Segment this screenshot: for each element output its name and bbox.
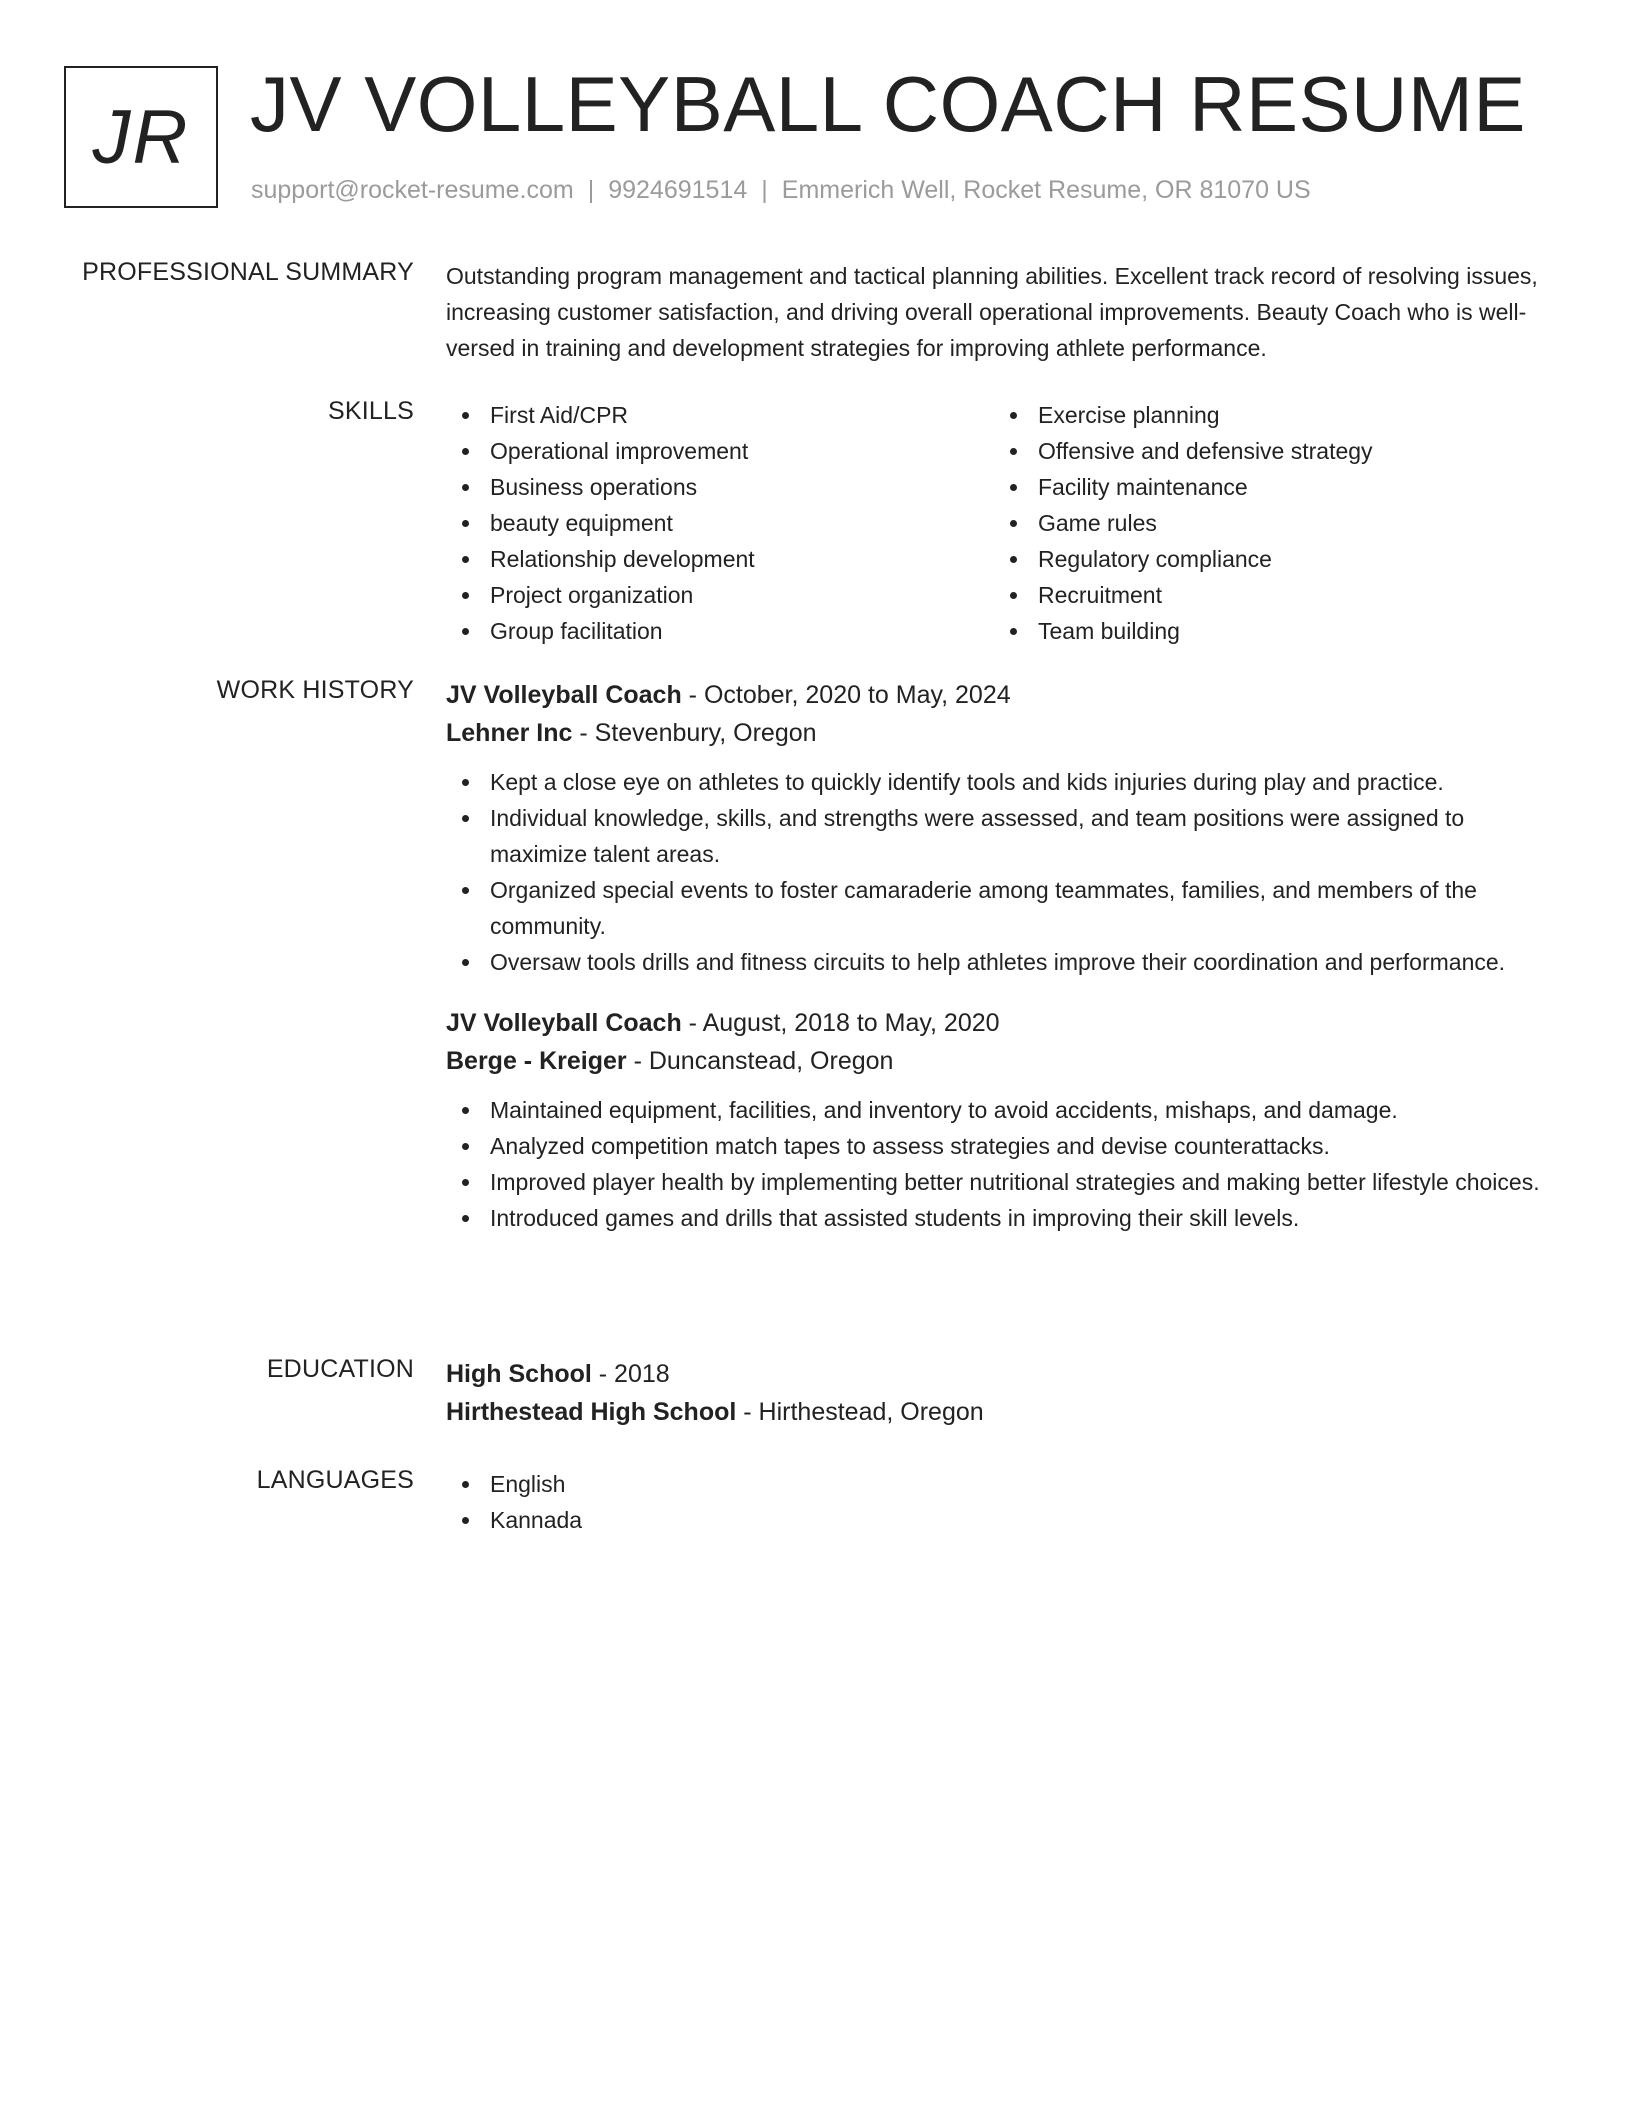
job-bullet: Kept a close eye on athletes to quickly identify tools and kids injuries during play and practice.	[446, 764, 1566, 800]
skill-item: Relationship development	[446, 541, 994, 577]
education-year: - 2018	[591, 1360, 670, 1388]
job-company: Lehner Inc	[446, 719, 573, 747]
job-bullet: Improved player health by implementing better nutritional strategies and making better lifestyle choices.	[446, 1164, 1566, 1200]
education-degree-line	[446, 1355, 1566, 1393]
section-label-work: WORK HISTORY	[216, 676, 414, 704]
job-bullet: Analyzed competition match tapes to assess strategies and devise counterattacks.	[446, 1128, 1566, 1164]
section-label-education: EDUCATION	[266, 1355, 414, 1383]
languages-list	[446, 1466, 1566, 1538]
job-title: JV Volleyball Coach	[446, 1009, 682, 1037]
education-school-line	[446, 1393, 1566, 1431]
skill-item: Offensive and defensive strategy	[994, 433, 1542, 469]
job-company-line	[446, 714, 1566, 752]
section-label-skills: SKILLS	[328, 397, 414, 425]
skill-item: beauty equipment	[446, 505, 994, 541]
skill-item: Facility maintenance	[994, 469, 1542, 505]
skills-body	[446, 397, 1566, 649]
skill-item: Team building	[994, 613, 1542, 649]
job-location: - Stevenbury, Oregon	[572, 719, 817, 747]
education-school: Hirthestead High School	[446, 1398, 737, 1426]
job-title: JV Volleyball Coach	[446, 681, 682, 709]
education-degree: High School	[446, 1360, 592, 1388]
job-location: - Duncanstead, Oregon	[626, 1047, 894, 1075]
job-bullet: Individual knowledge, skills, and strengths were assessed, and team positions were assigned to maximize talent areas.	[446, 800, 1566, 872]
skills-list-right	[994, 397, 1542, 649]
skill-item: First Aid/CPR	[446, 397, 994, 433]
skills-list-left	[446, 397, 994, 649]
skill-item: Operational improvement	[446, 433, 994, 469]
job-company: Berge - Kreiger	[446, 1047, 627, 1075]
contact-separator: |	[761, 176, 768, 204]
job-dates: - October, 2020 to May, 2024	[681, 681, 1011, 709]
contact-email: support@rocket-resume.com	[251, 176, 574, 204]
job-bullet: Oversaw tools drills and fitness circuits to help athletes improve their coordination and performance.	[446, 944, 1566, 980]
contact-separator: |	[587, 176, 595, 204]
job-bullet: Introduced games and drills that assisted students in improving their skill levels.	[446, 1200, 1566, 1236]
education-body	[446, 1355, 1566, 1431]
skill-item: Regulatory compliance	[994, 541, 1542, 577]
job-title-line	[446, 676, 1566, 714]
job-bullet: Organized special events to foster camaraderie among teammates, families, and members of the community.	[446, 872, 1566, 944]
job-bullets	[446, 764, 1566, 980]
summary-text: Outstanding program management and tactical planning abilities. Excellent track record of resolving issues, increasing customer satisfaction, and driving overall operational improvements. Beauty Coach who is well-versed in training and development strategies for improving athlete performance.	[446, 263, 1538, 361]
contact-phone: 9924691514	[608, 176, 748, 204]
job-bullet: Maintained equipment, facilities, and inventory to avoid accidents, mishaps, and damage.	[446, 1092, 1566, 1128]
skill-item: Game rules	[994, 505, 1542, 541]
language-item: English	[446, 1466, 1566, 1502]
work-body	[446, 676, 1566, 1236]
skill-item: Recruitment	[994, 577, 1542, 613]
job-title-line	[446, 1004, 1566, 1042]
skill-item: Group facilitation	[446, 613, 994, 649]
section-label-languages: LANGUAGES	[256, 1466, 414, 1494]
languages-body	[446, 1466, 1566, 1538]
contact-line	[251, 176, 1311, 205]
contact-address: Emmerich Well, Rocket Resume, OR 81070 US	[781, 176, 1311, 204]
monogram-logo: JR	[64, 66, 218, 208]
skill-item: Business operations	[446, 469, 994, 505]
skill-item: Project organization	[446, 577, 994, 613]
job-bullets	[446, 1092, 1566, 1236]
job-entry	[446, 1004, 1566, 1236]
section-label-summary: PROFESSIONAL SUMMARY	[82, 258, 414, 286]
resume-title: JV VOLLEYBALL COACH RESUME	[250, 60, 1526, 148]
skill-item: Exercise planning	[994, 397, 1542, 433]
job-company-line	[446, 1042, 1566, 1080]
education-location: - Hirthestead, Oregon	[736, 1398, 984, 1426]
job-entry	[446, 676, 1566, 980]
language-item: Kannada	[446, 1502, 1566, 1538]
skills-columns	[446, 397, 1566, 649]
job-dates: - August, 2018 to May, 2020	[681, 1009, 1000, 1037]
